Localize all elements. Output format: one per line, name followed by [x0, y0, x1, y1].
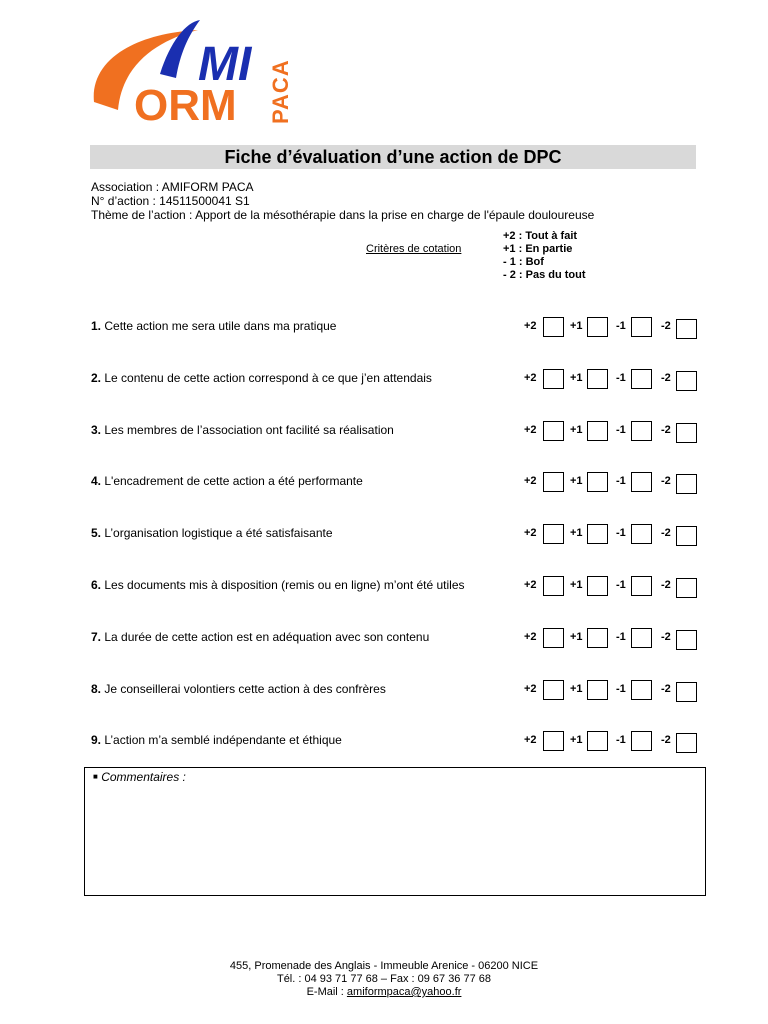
rating-option-label: +1	[570, 683, 583, 695]
rating-checkbox[interactable]	[587, 680, 608, 700]
rating-option-label: -1	[616, 424, 626, 436]
legend-item: +2 : Tout à fait	[503, 230, 578, 242]
rating-option-label: -2	[661, 683, 671, 695]
rating-option-label: -1	[616, 631, 626, 643]
rating-option-label: +2	[524, 734, 537, 746]
rating-option-label: +2	[524, 424, 537, 436]
rating-checkbox[interactable]	[587, 369, 608, 389]
rating-option-label: -2	[661, 579, 671, 591]
rating-option-label: -2	[661, 527, 671, 539]
rating-option-label: +1	[570, 320, 583, 332]
question-text	[91, 319, 336, 333]
question-label: Je conseillerai volontiers cette action à des confrères	[101, 682, 386, 696]
rating-option-label: +1	[570, 734, 583, 746]
theme-label: Thème de l’action :	[91, 208, 196, 222]
footer-phone: Tél. : 04 93 71 77 68 – Fax : 09 67 36 77 68	[276, 973, 492, 985]
rating-checkbox[interactable]	[631, 680, 652, 700]
rating-checkbox[interactable]	[631, 628, 652, 648]
rating-option-label: -1	[616, 683, 626, 695]
square-bullet-icon: ■	[93, 772, 98, 781]
question-label: Cette action me sera utile dans ma pratique	[101, 319, 337, 333]
question-text	[91, 371, 432, 385]
question-number: 6.	[91, 578, 102, 592]
rating-option-label: +2	[524, 579, 537, 591]
rating-checkbox[interactable]	[587, 472, 608, 492]
question-label: L’organisation logistique a été satisfaisante	[101, 526, 333, 540]
question-label: Les documents mis à disposition (remis ou en ligne) m’ont été utiles	[101, 578, 465, 592]
question-number: 7.	[91, 630, 102, 644]
question-label: L'encadrement de cette action a été performante	[101, 474, 363, 488]
rating-checkbox[interactable]	[676, 578, 697, 598]
rating-checkbox[interactable]	[676, 423, 697, 443]
rating-checkbox[interactable]	[631, 421, 652, 441]
rating-option-label: +2	[524, 631, 537, 643]
rating-checkbox[interactable]	[587, 576, 608, 596]
footer-address: 455, Promenade des Anglais - Immeuble Arenice - 06200 NICE	[229, 960, 539, 972]
question-label: Le contenu de cette action correspond à ce que j’en attendais	[101, 371, 432, 385]
question-number: 4.	[91, 474, 102, 488]
rating-option-label: +2	[524, 527, 537, 539]
rating-option-label: -2	[661, 631, 671, 643]
rating-option-label: -1	[616, 734, 626, 746]
question-number: 8.	[91, 682, 102, 696]
rating-checkbox[interactable]	[676, 733, 697, 753]
rating-checkbox[interactable]	[587, 628, 608, 648]
rating-option-label: -2	[661, 475, 671, 487]
question-number: 9.	[91, 733, 102, 747]
rating-checkbox[interactable]	[676, 474, 697, 494]
rating-checkbox[interactable]	[631, 576, 652, 596]
criteria-label: Critères de cotation	[366, 243, 462, 255]
rating-checkbox[interactable]	[543, 524, 564, 544]
logo-text-mi: MI	[198, 38, 252, 91]
comments-box[interactable]	[84, 767, 706, 896]
rating-option-label: +2	[524, 320, 537, 332]
legend-item: - 1 : Bof	[503, 256, 544, 268]
legend-item: - 2 : Pas du tout	[503, 269, 586, 281]
theme-line	[91, 208, 594, 222]
rating-checkbox[interactable]	[543, 680, 564, 700]
question-label: Les membres de l’association ont facilité sa réalisation	[101, 423, 394, 437]
logo-swoosh-blue	[160, 20, 200, 78]
rating-option-label: +1	[570, 631, 583, 643]
footer-email-link[interactable]: amiformpaca@yahoo.fr	[346, 986, 462, 998]
rating-checkbox[interactable]	[631, 731, 652, 751]
question-number: 5.	[91, 526, 102, 540]
rating-checkbox[interactable]	[676, 630, 697, 650]
action-number-line: N° d’action : 14511500041 S1	[91, 194, 250, 208]
logo-text-orm: ORM	[134, 81, 237, 126]
question-label: La durée de cette action est en adéquation avec son contenu	[101, 630, 430, 644]
rating-option-label: -2	[661, 320, 671, 332]
rating-checkbox[interactable]	[676, 682, 697, 702]
rating-checkbox[interactable]	[631, 524, 652, 544]
rating-option-label: -2	[661, 424, 671, 436]
rating-legend	[503, 230, 586, 282]
rating-option-label: -1	[616, 475, 626, 487]
question-number: 1.	[91, 319, 102, 333]
rating-checkbox[interactable]	[676, 319, 697, 339]
footer-email-label: E-Mail :	[306, 986, 347, 998]
rating-checkbox[interactable]	[676, 526, 697, 546]
rating-option-label: +2	[524, 372, 537, 384]
rating-checkbox[interactable]	[587, 317, 608, 337]
question-text	[91, 630, 429, 644]
rating-checkbox[interactable]	[676, 371, 697, 391]
rating-checkbox[interactable]	[631, 472, 652, 492]
rating-checkbox[interactable]	[587, 421, 608, 441]
logo-text-paca: PACA	[268, 59, 293, 124]
rating-option-label: +2	[524, 683, 537, 695]
rating-option-label: -1	[616, 579, 626, 591]
association-line: Association : AMIFORM PACA	[91, 180, 254, 194]
rating-option-label: +1	[570, 579, 583, 591]
rating-checkbox[interactable]	[543, 628, 564, 648]
question-number: 3.	[91, 423, 102, 437]
rating-checkbox[interactable]	[587, 731, 608, 751]
rating-option-label: +1	[570, 424, 583, 436]
rating-checkbox[interactable]	[543, 317, 564, 337]
rating-checkbox[interactable]	[543, 421, 564, 441]
amiform-logo	[88, 14, 298, 126]
rating-option-label: -2	[661, 734, 671, 746]
rating-option-label: -1	[616, 527, 626, 539]
footer-email-line	[0, 986, 768, 999]
comments-label: ■ Commentaires :	[93, 770, 186, 784]
rating-option-label: +2	[524, 475, 537, 487]
theme-value: Apport de la mésothérapie dans la prise en charge de l'épaule douloureuse	[195, 208, 595, 222]
rating-option-label: -1	[616, 320, 626, 332]
rating-checkbox[interactable]	[631, 369, 652, 389]
rating-option-label: +1	[570, 527, 583, 539]
rating-checkbox[interactable]	[543, 472, 564, 492]
rating-checkbox[interactable]	[543, 576, 564, 596]
rating-checkbox[interactable]	[631, 317, 652, 337]
question-text	[91, 526, 333, 540]
rating-checkbox[interactable]	[587, 524, 608, 544]
rating-option-label: +1	[570, 475, 583, 487]
question-text	[91, 474, 363, 488]
question-text	[91, 733, 342, 747]
rating-checkbox[interactable]	[543, 731, 564, 751]
rating-checkbox[interactable]	[543, 369, 564, 389]
question-label: L’action m’a semblé indépendante et éthique	[101, 733, 342, 747]
question-number: 2.	[91, 371, 102, 385]
rating-option-label: -1	[616, 372, 626, 384]
question-text	[91, 578, 465, 592]
rating-option-label: -2	[661, 372, 671, 384]
legend-item: +1 : En partie	[503, 243, 573, 255]
form-title: Fiche d’évaluation d’une action de DPC	[90, 145, 696, 169]
rating-option-label: +1	[570, 372, 583, 384]
question-text	[91, 423, 394, 437]
question-text	[91, 682, 386, 696]
